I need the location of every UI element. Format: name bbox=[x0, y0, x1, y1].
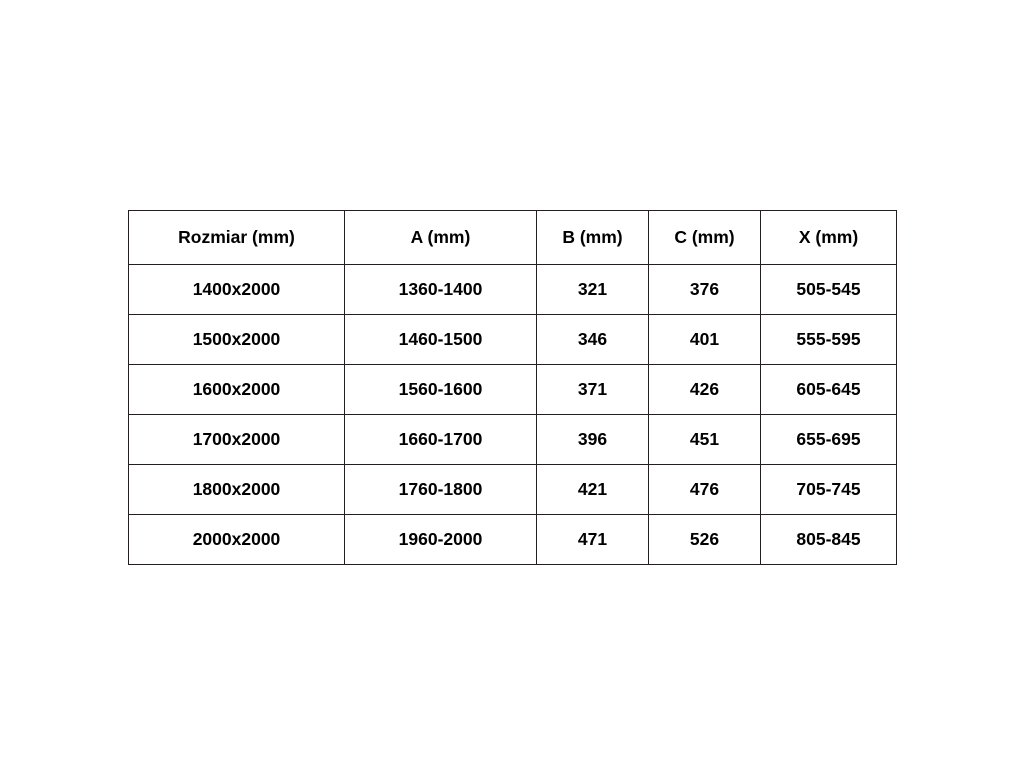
cell-x: 805-845 bbox=[761, 515, 897, 565]
cell-x: 605-645 bbox=[761, 365, 897, 415]
cell-c: 426 bbox=[649, 365, 761, 415]
cell-b: 321 bbox=[537, 265, 649, 315]
cell-b: 346 bbox=[537, 315, 649, 365]
table-header bbox=[129, 211, 897, 265]
cell-size: 1600x2000 bbox=[129, 365, 345, 415]
cell-size: 1800x2000 bbox=[129, 465, 345, 515]
cell-a: 1660-1700 bbox=[345, 415, 537, 465]
table-row bbox=[129, 415, 897, 465]
cell-a: 1560-1600 bbox=[345, 365, 537, 415]
cell-size: 2000x2000 bbox=[129, 515, 345, 565]
cell-x: 705-745 bbox=[761, 465, 897, 515]
cell-size: 1500x2000 bbox=[129, 315, 345, 365]
cell-c: 526 bbox=[649, 515, 761, 565]
cell-b: 396 bbox=[537, 415, 649, 465]
table-header-row bbox=[129, 211, 897, 265]
table-row bbox=[129, 465, 897, 515]
cell-size: 1400x2000 bbox=[129, 265, 345, 315]
table-row bbox=[129, 515, 897, 565]
table-row bbox=[129, 265, 897, 315]
table-row bbox=[129, 315, 897, 365]
cell-c: 476 bbox=[649, 465, 761, 515]
cell-c: 376 bbox=[649, 265, 761, 315]
cell-b: 471 bbox=[537, 515, 649, 565]
cell-a: 1760-1800 bbox=[345, 465, 537, 515]
cell-size: 1700x2000 bbox=[129, 415, 345, 465]
cell-a: 1360-1400 bbox=[345, 265, 537, 315]
column-header-rozmiar: Rozmiar (mm) bbox=[129, 211, 345, 265]
column-header-a: A (mm) bbox=[345, 211, 537, 265]
cell-x: 655-695 bbox=[761, 415, 897, 465]
column-header-b: B (mm) bbox=[537, 211, 649, 265]
cell-x: 555-595 bbox=[761, 315, 897, 365]
dimensions-table bbox=[128, 210, 897, 565]
dimensions-table-container bbox=[128, 210, 896, 565]
column-header-x: X (mm) bbox=[761, 211, 897, 265]
cell-c: 401 bbox=[649, 315, 761, 365]
cell-x: 505-545 bbox=[761, 265, 897, 315]
cell-a: 1960-2000 bbox=[345, 515, 537, 565]
table-body bbox=[129, 265, 897, 565]
column-header-c: C (mm) bbox=[649, 211, 761, 265]
cell-c: 451 bbox=[649, 415, 761, 465]
cell-b: 421 bbox=[537, 465, 649, 515]
table-row bbox=[129, 365, 897, 415]
cell-b: 371 bbox=[537, 365, 649, 415]
cell-a: 1460-1500 bbox=[345, 315, 537, 365]
